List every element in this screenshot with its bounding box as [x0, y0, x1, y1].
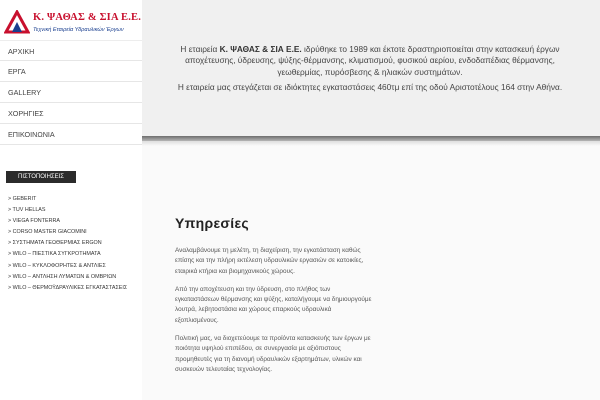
- logo-subtitle: Τεχνική Εταιρεία Υδραυλικών Έργων: [33, 27, 124, 33]
- nav-item-contact[interactable]: ΕΠΙΚΟΙΝΩΝΙΑ: [0, 124, 142, 145]
- services-heading: Υπηρεσίες: [175, 215, 250, 231]
- services-text: [175, 246, 375, 383]
- logo-title: Κ. ΨΑΘΑΣ & ΣΙΑ Ε.Ε.: [33, 12, 142, 23]
- cert-item-viega-fonterra[interactable]: > VIEGA FONTERRA: [8, 218, 60, 225]
- certifications-button[interactable]: ΠΙΣΤΟΠΟΙΗΣΕΙΣ: [6, 171, 76, 183]
- company-logo[interactable]: [4, 10, 140, 40]
- services-paragraph-3: Πολιτική μας, να διοχετεύουμε τα προϊόντα κατασκευής των έργων με ποιότητα υψηλού επιπέδου, σε συνεργασία με αξιόπιστους προμηθευτές για τη διανομή υδραυλικών εξαρτημάτων, υλικών και συσκευών τελευταίας τεχνολογίας.: [175, 335, 371, 373]
- intro-p1-after: ιδρύθηκε το 1989 και έκτοτε δραστηριοποιείται στην κατασκευή έργων αποχέτευσης, ύδρευσης, ψύξης-θέρμανσης, κλιματισμού, φυσικού αερίου, ενδοδαπέδιας θέρμανσης, γεωθερμίας, πυρόσβεσης & ηλιακών συστημάτων.: [185, 44, 560, 77]
- nav-item-gallery[interactable]: GALLERY: [0, 82, 142, 103]
- cert-item-wilo-thermohydraulic[interactable]: > WILO – ΘΕΡΜΟΫΔΡΑΥΛΙΚΕΣ ΕΓΚΑΤΑΣΤΑΣΕΙΣ: [8, 284, 128, 291]
- intro-paragraph-1: [175, 44, 565, 78]
- certifications-list: [8, 194, 142, 294]
- cert-item-wilo-pressure[interactable]: > WILO – ΠΙΕΣΤΙΚΑ ΣΥΓΚΡΟΤΗΜΑΤΑ: [8, 251, 101, 258]
- nav-item-projects[interactable]: ΕΡΓΑ: [0, 61, 142, 82]
- cert-item-geberit[interactable]: > GEBERIT: [8, 196, 37, 202]
- cert-item-tuv-hellas[interactable]: > TUV HELLAS: [8, 207, 46, 214]
- main-nav: [0, 40, 142, 145]
- services-paragraph-1: Αναλαμβάνουμε τη μελέτη, τη διαχείριση, την εγκατάσταση καθώς επίσης και την πλήρη εκτέλεση υδραυλικών εργασιών σε κατοικίες, εταιρικά κτήρια και βιομηχανικούς χώρους.: [175, 247, 364, 275]
- nav-item-home[interactable]: ΑΡΧΙΚΗ: [0, 40, 142, 61]
- services-paragraph-2: Από την αποχέτευση και την ύδρευση, στο πλήθος των εγκαταστάσεων θέρμανσης και ψύξης, καταλήγουμε να δημιουργούμε λουτρά, λεβητοστάσια και χώρους επαρκούς υδραυλικά εξοπλισμένους.: [175, 285, 372, 324]
- logo-mark-icon: [4, 10, 30, 34]
- intro-p1-before: Η εταιρεία: [180, 44, 220, 54]
- cert-item-wilo-circulators[interactable]: > WILO – ΚΥΚΛΟΦΟΡΗΤΕΣ & ΑΝΤΛΙΕΣ: [8, 262, 106, 269]
- nav-item-sponsorships[interactable]: ΧΟΡΗΓΙΕΣ: [0, 103, 142, 124]
- intro-paragraph-2: Η εταιρεία μας στεγάζεται σε ιδιόκτητες εγκαταστάσεις 460τμ επί της οδού Αριστοτέλους 164 στην Αθήνα.: [177, 81, 563, 92]
- sidebar: [0, 0, 142, 400]
- intro-company-name: Κ. ΨΑΘΑΣ & ΣΙΑ Ε.Ε.: [219, 44, 302, 54]
- cert-item-wilo-sewage[interactable]: > WILO – ΑΝΤΛΗΣΗ ΛΥΜΑΤΩΝ & ΟΜΒΡΙΩΝ: [8, 273, 117, 280]
- cert-item-corso-master-giacomini[interactable]: > CORSO MASTER GIACOMINI: [8, 229, 87, 236]
- intro-text: [175, 44, 565, 93]
- cert-item-ergon-geothermal[interactable]: > ΣΥΣΤΗΜΑΤΑ ΓΕΩΘΕΡΜΙΑΣ ERGON: [8, 240, 102, 247]
- banner-shadow: [142, 141, 600, 146]
